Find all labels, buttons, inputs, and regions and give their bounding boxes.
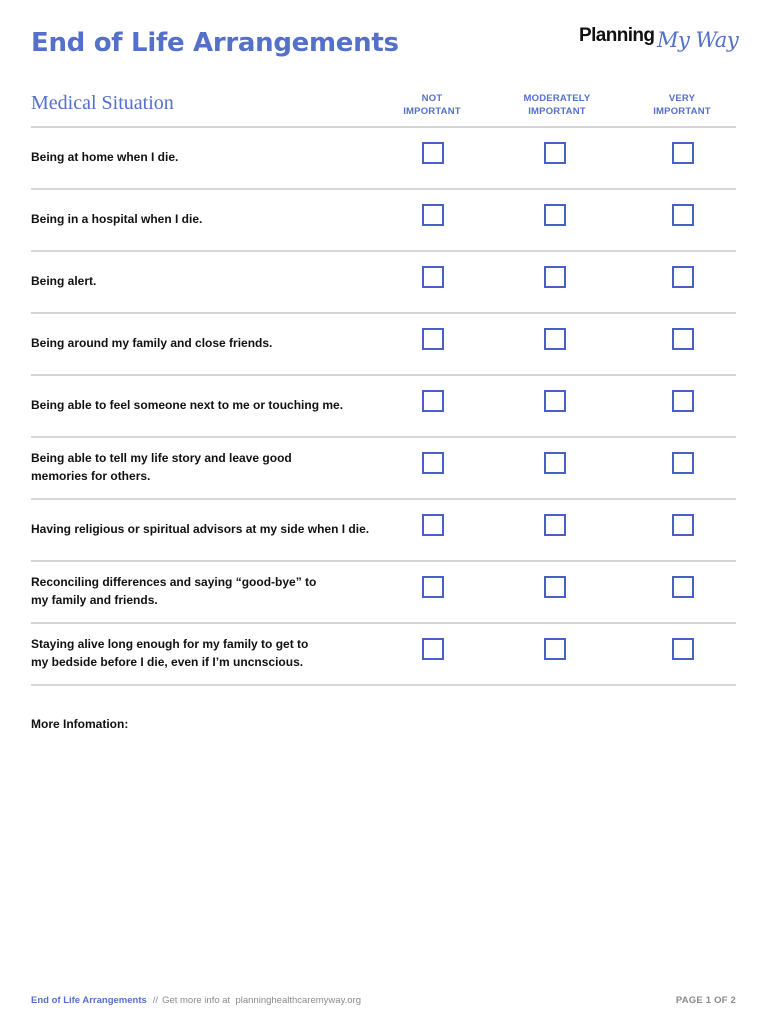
column-header-line: MODERATELY (523, 93, 591, 104)
checkbox-moderately-important[interactable] (544, 328, 566, 350)
table-row (31, 561, 736, 621)
checkbox-very-important[interactable] (672, 514, 694, 536)
column-header-line: VERY (668, 93, 696, 104)
checkbox-not-important[interactable] (422, 204, 444, 226)
footer-info (31, 995, 361, 1006)
checkbox-very-important[interactable] (672, 638, 694, 660)
checkbox-moderately-important[interactable] (544, 452, 566, 474)
checkbox-very-important[interactable] (672, 390, 694, 412)
checkbox-moderately-important[interactable] (544, 576, 566, 598)
table-row (31, 313, 736, 373)
footer-separator: // (152, 995, 159, 1006)
checkbox-not-important[interactable] (422, 266, 444, 288)
row-label: Being able to feel someone next to me or touching me. (31, 398, 344, 412)
table-row (31, 623, 736, 683)
table-row (31, 189, 736, 249)
more-info-label: More Infomation: (31, 717, 129, 731)
divider (31, 684, 736, 686)
checkbox-very-important[interactable] (672, 266, 694, 288)
checkbox-not-important[interactable] (422, 638, 444, 660)
checkbox-very-important[interactable] (672, 204, 694, 226)
footer-doc-title: End of Life Arrangements (31, 995, 147, 1006)
column-header-line: IMPORTANT (403, 106, 461, 117)
checkbox-not-important[interactable] (422, 452, 444, 474)
page-number: PAGE 1 OF 2 (675, 995, 736, 1006)
checkbox-moderately-important[interactable] (544, 390, 566, 412)
column-header-line: IMPORTANT (653, 106, 711, 117)
checkbox-not-important[interactable] (422, 576, 444, 598)
row-label: Having religious or spiritual advisors at my side when I die. (31, 522, 370, 536)
checkbox-very-important[interactable] (672, 576, 694, 598)
row-label: Being able to tell my life story and leave good memories for others. (31, 451, 292, 483)
section-heading: Medical Situation (31, 92, 174, 114)
column-header-very-important (622, 92, 742, 118)
footer-info-prefix: Get more info at (162, 995, 231, 1006)
checkbox-not-important[interactable] (422, 142, 444, 164)
table-row (31, 127, 736, 187)
row-label: Being around my family and close friends. (31, 336, 273, 350)
footer-url: planninghealthcaremyway.org (235, 995, 361, 1006)
row-label: Reconciling differences and saying “good-bye” to my family and friends. (31, 575, 317, 607)
checkbox-not-important[interactable] (422, 514, 444, 536)
logo-wordmark: Planning (579, 25, 655, 46)
row-label: Being alert. (31, 274, 97, 288)
checkbox-not-important[interactable] (422, 390, 444, 412)
checkbox-moderately-important[interactable] (544, 266, 566, 288)
row-label: Being at home when I die. (31, 150, 179, 164)
table-row (31, 251, 736, 311)
checkbox-very-important[interactable] (672, 452, 694, 474)
checkbox-very-important[interactable] (672, 328, 694, 350)
checkbox-not-important[interactable] (422, 328, 444, 350)
column-header-moderately-important (497, 92, 617, 118)
checkbox-moderately-important[interactable] (544, 514, 566, 536)
table-row (31, 499, 736, 559)
table-row (31, 437, 736, 497)
column-header-line: NOT (421, 93, 443, 104)
checkbox-very-important[interactable] (672, 142, 694, 164)
checkbox-moderately-important[interactable] (544, 638, 566, 660)
page-title: End of Life Arrangements (31, 28, 399, 58)
table-row (31, 375, 736, 435)
brand-logo (579, 22, 739, 62)
row-label: Being in a hospital when I die. (31, 212, 203, 226)
logo-script: My Way (657, 28, 739, 52)
checkbox-moderately-important[interactable] (544, 142, 566, 164)
row-label: Staying alive long enough for my family to get to my bedside before I die, even if I’m uncnscious. (31, 637, 309, 669)
checkbox-moderately-important[interactable] (544, 204, 566, 226)
column-header-line: IMPORTANT (528, 106, 586, 117)
column-header-not-important (372, 92, 492, 118)
